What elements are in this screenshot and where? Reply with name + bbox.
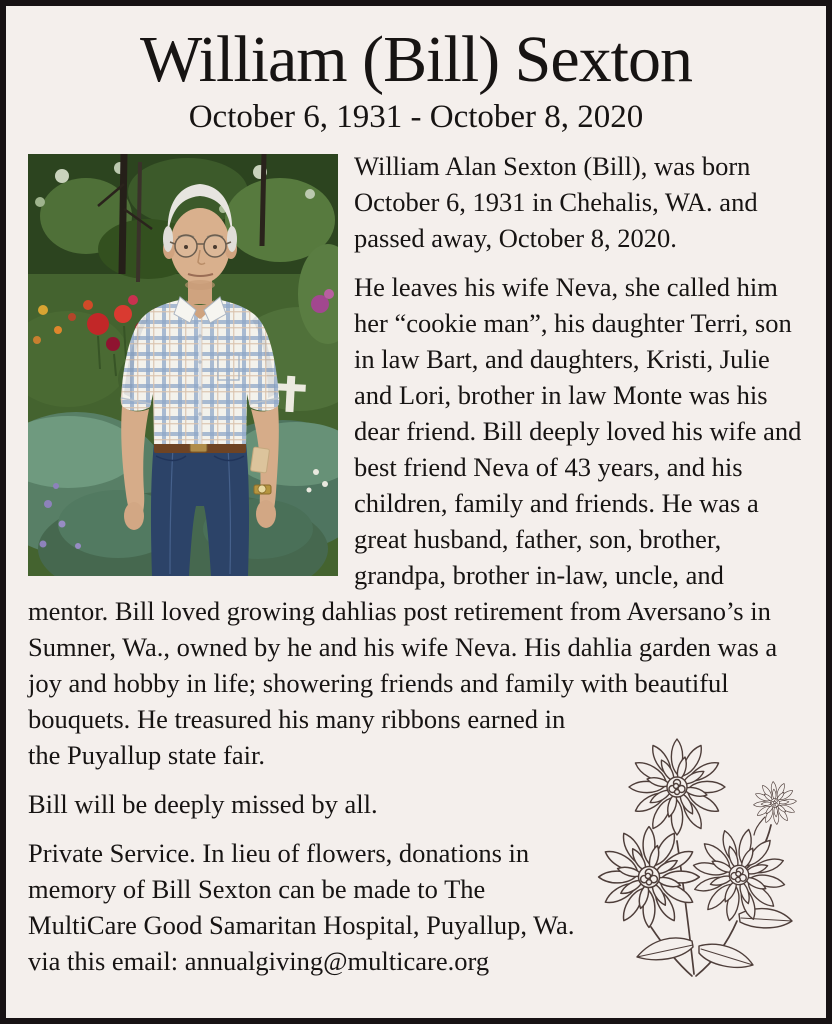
dahlia-blooms (599, 739, 804, 930)
dahlia-line-art (589, 729, 804, 984)
life-dates: October 6, 1931 - October 8, 2020 (188, 98, 644, 135)
missed-text: Bill will be deeply missed by all. (28, 788, 378, 819)
page-title: William (Bill) Sexton (140, 23, 692, 96)
portrait-photo (28, 154, 338, 576)
family-text: He leaves his wife Neva, she called him her “cookie man”, his daughter Terri, son in law Bart, and daughters, Kristi, Julie and Lori, brother in law Monte was his dear friend. Bill deeply loved his wife and best friend Neva of 43 years, and his children, family and friends. He was a great husband, father, son, brother, grandpa, brother in-law, uncle, and mentor. Bill loved growing dahlias post retirement from Aversano’s in Sumner, Wa., owned by he and his wife Neva. His dahlia garden was a joy and hobby in life; showering friends and family with beautiful bouquets. (28, 271, 802, 734)
fair-ribbons-text: He treasured his many ribbons earned in the Puyallup state fair. (28, 703, 566, 770)
obituary-body (28, 148, 804, 979)
service-text: Private Service. In lieu of flowers, donations in memory of Bill Sexton can be made to The MultiCare Good Samaritan Hospital, Puyallup, Wa. via this email: (28, 837, 575, 976)
dahlia-leaves (637, 908, 792, 967)
birth-death-text: William Alan Sexton (Bill), was born October 6, 1931 in Chehalis, WA. and passed away, October 8, 2020. (354, 150, 758, 253)
email-text: annualgiving@multicare.org (184, 945, 490, 976)
